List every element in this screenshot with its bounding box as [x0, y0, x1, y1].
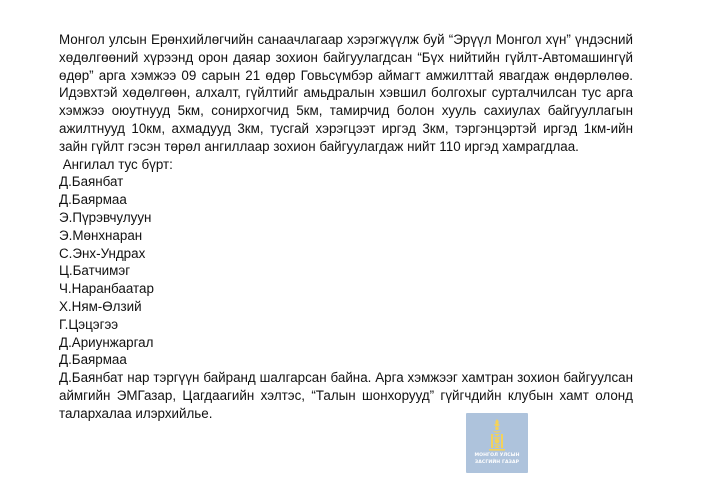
- soyombo-emblem-icon: [483, 418, 511, 452]
- list-item: С.Энх-Ундрах: [59, 245, 146, 261]
- government-logo: [466, 413, 528, 473]
- document-body: [59, 31, 633, 423]
- logo-text-line1: МОНГОЛ УЛСЫН: [474, 453, 520, 458]
- closing-paragraph: Д.Баянбат нар тэргүүн байранд шалгарсан байна. Арга хэмжээг хамтран зохион байгуулсан аймгийн ЭМГазар, Цагдаагийн хэлтэс, “Талын шонхорууд” гүйгчдийн клубын хамт олонд талархалаа илэрхийлье.: [59, 370, 633, 421]
- list-item: Э.Пүрэвчулуун: [59, 209, 152, 225]
- list-item: Д.Ариунжаргал: [59, 334, 154, 350]
- list-item: Ц.Батчимэг: [59, 263, 131, 279]
- list-item: Х.Ням-Өлзий: [59, 298, 142, 314]
- winners-list: [59, 173, 633, 369]
- list-item: Д.Баянбат: [59, 174, 124, 190]
- logo-text-line2: ЗАСГИЙН ГАЗАР: [474, 460, 520, 465]
- category-heading: Ангилал тус бүрт:: [59, 156, 173, 172]
- list-item: Д.Баярмаа: [59, 352, 127, 368]
- intro-paragraph: Монгол улсын Ерөнхийлөгчийн санаачлагаар хэрэгжүүлж буй “Эрүүл Монгол хүн” үндэсний хөдөлгөөний хүрээнд орон даяар зохион байгуулагдсан “Бүх нийтийн гүйлт-Автомашингүй өдөр” арга хэмжээ 09 сарын 21 өдөр Говьсүмбэр аймагт амжилттай явагдаж өндөрлөлөө. Идэвхтэй хөдөлгөөн, алхалт, гүйлтийг амьдралын хэвшил болгохыг сурталчилсан тус арга хэмжээ оюутнууд 5км, сонирхогчид 5км, тамирчид болон хууль сахиулах байгууллагын ажилтнууд 10км, ахмадууд 3км, тусгай хэрэгцээт иргэд 3км, тэргэнцэртэй иргэд 1км-ийн зайн гүйлт гэсэн төрөл ангиллаар зохион байгуулагдаж нийт 110 иргэд хамрагдлаа.: [59, 32, 633, 154]
- list-item: Д.Баярмаа: [59, 192, 127, 208]
- list-item: Э.Мөнхнаран: [59, 227, 143, 243]
- list-item: Ч.Наранбаатар: [59, 281, 154, 297]
- list-item: Г.Цэцэгээ: [59, 316, 119, 332]
